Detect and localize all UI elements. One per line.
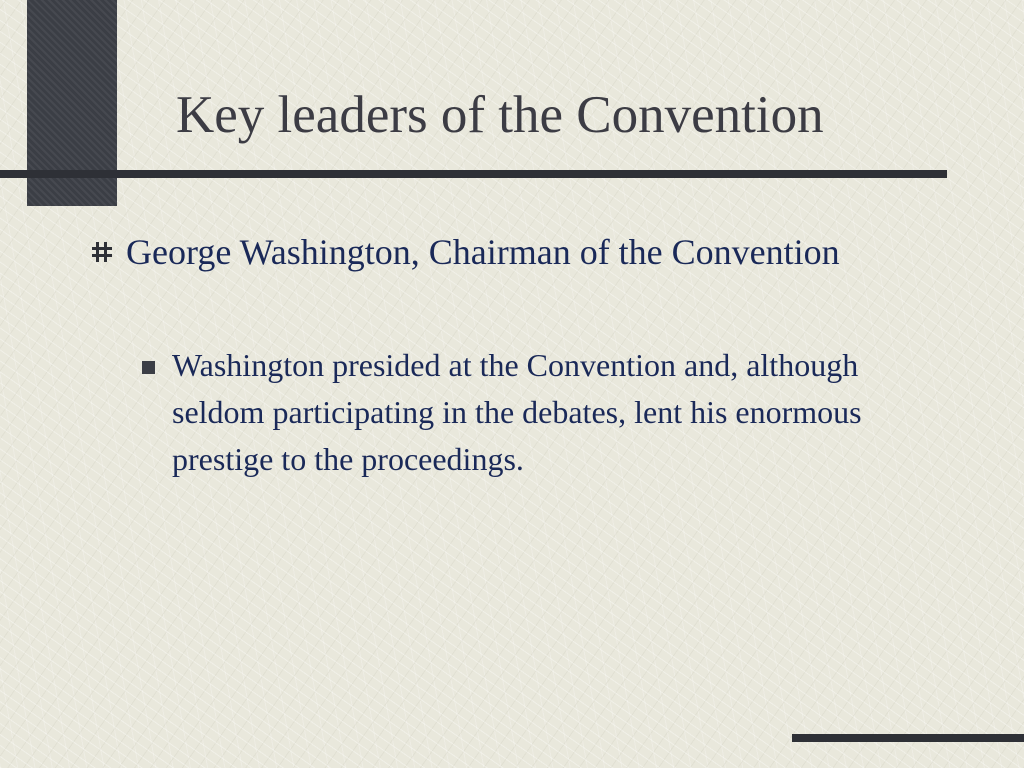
hash-bullet-icon (90, 240, 114, 264)
square-bullet-icon (142, 361, 155, 374)
sub-bullet-item (140, 342, 900, 483)
slide-title: Key leaders of the Convention (176, 86, 824, 144)
footer-divider-line (792, 734, 1024, 742)
sub-bullet-text: Washington presided at the Convention and, although seldom participating in the debates, lent his enormous prestige to the proceedings. (172, 347, 862, 477)
bullet-item (88, 226, 848, 279)
bullet-text: George Washington, Chairman of the Convention (126, 232, 840, 272)
title-divider-line (0, 170, 947, 178)
